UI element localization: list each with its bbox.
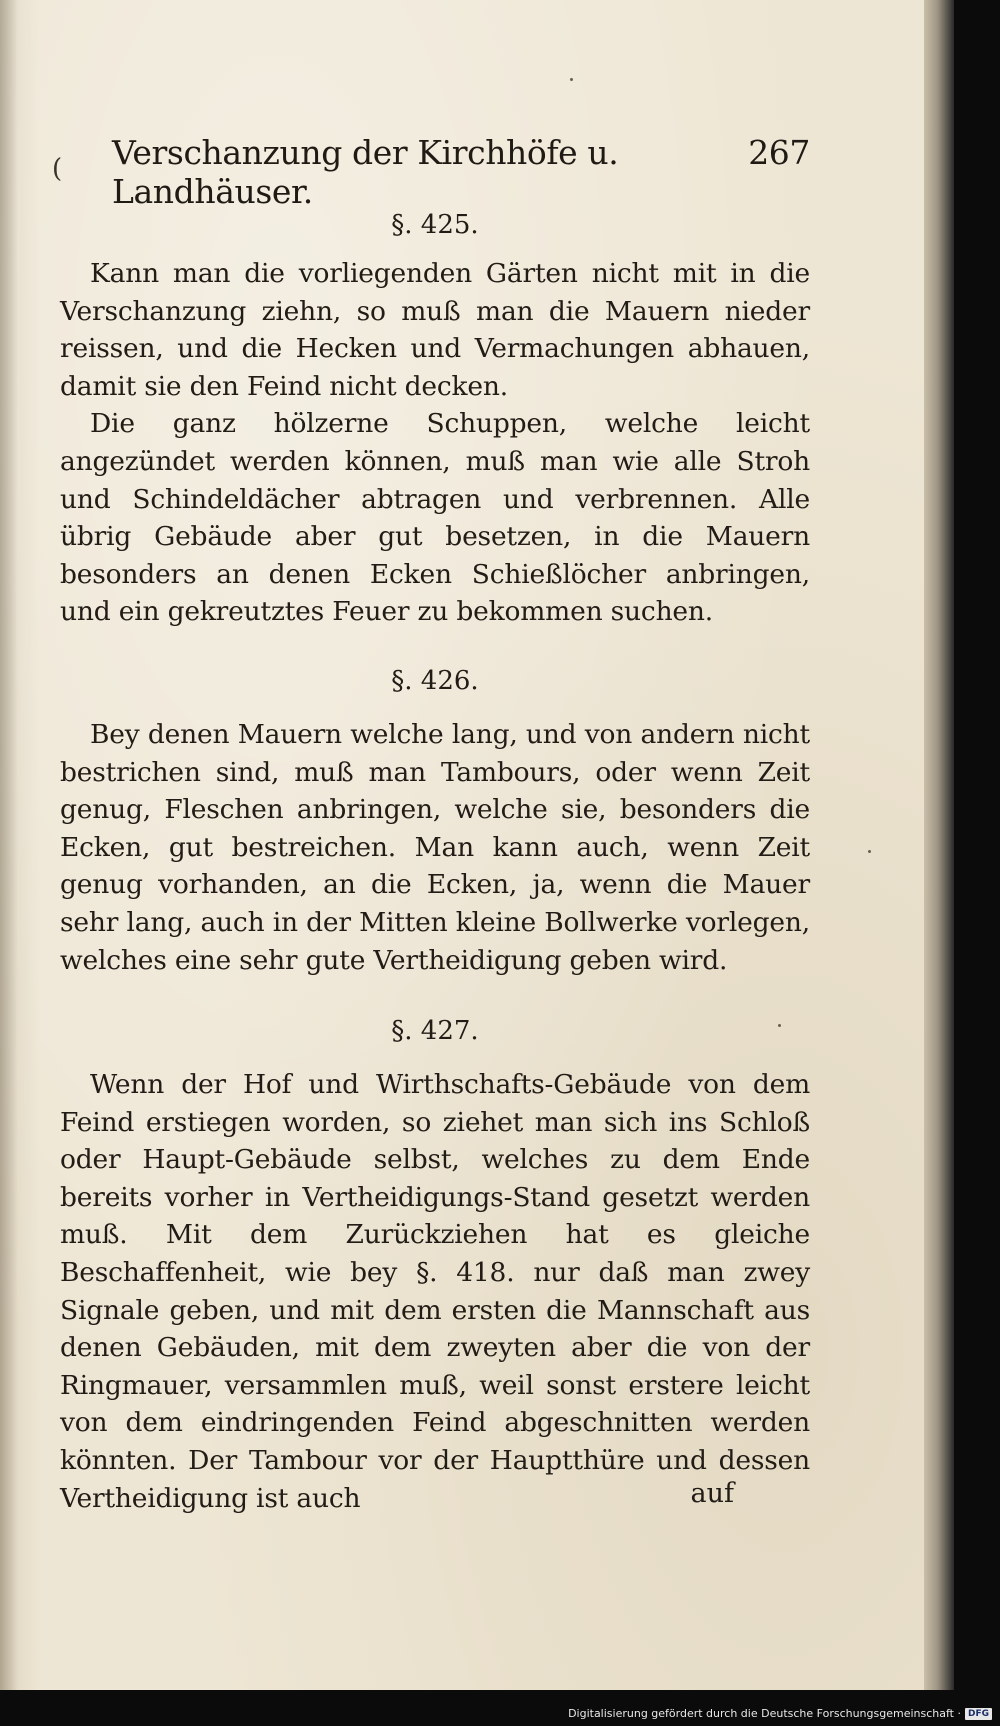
section-body [60, 1066, 810, 1517]
stray-mark: ( [52, 154, 63, 184]
paper-speck [868, 850, 871, 853]
paragraph: Wenn der Hof und Wirthschafts-Gebäude von dem Feind erstiegen worden, so ziehet man sich ins Schloß oder Haupt-Gebäude selbst, welches zu dem Ende bereits vorher in Vertheidigungs-Stand gesetzt werden muß. Mit dem Zurückziehen hat es gleiche Beschaffenheit, wie bey §. 418. nur daß man zwey Signale geben, und mit dem ersten die Mannschaft aus denen Gebäuden, mit dem zweyten aber die von der Ringmauer, versammlen muß, weil sonst erstere leicht von dem eindringenden Feind abgeschnitten werden könnten. Der Tambour vor der Hauptthüre und dessen Vertheidigung ist auch [60, 1069, 810, 1514]
credit-text: Digitalisierung gefördert durch die Deutsche Forschungsgemeinschaft · [568, 1707, 961, 1720]
paragraph: Bey denen Mauern welche lang, und von andern nicht bestrichen sind, muß man Tambours, oder wenn Zeit genug, Fleschen anbringen, welche sie, besonders die Ecken, gut bestreichen. Man kann auch, wenn Zeit genug vorhanden, an die Ecken, ja, wenn die Mauer sehr lang, auch in der Mitten kleine Bollwerke vorlegen, welches eine sehr gute Vertheidigung geben wird. [60, 719, 810, 976]
running-title: Verschanzung der Kirchhöfe u. Landhäuser. [112, 133, 619, 211]
gutter-shadow [0, 0, 18, 1690]
catchword: auf [690, 1478, 734, 1509]
section-body [60, 716, 810, 979]
paper-speck [570, 78, 573, 81]
dfg-logo: DFG [965, 1708, 992, 1720]
section-heading: §. 427. [391, 1016, 479, 1046]
paragraph: Die ganz hölzerne Schuppen, welche leicht angezündet werden können, muß man wie alle Stroh und Schindeldächer abtragen und verbrennen. Alle übrig Gebäude aber gut besetzen, in die Mauern besonders an denen Ecken Schießlöcher anbringen, und ein gekreutztes Feuer zu bekommen suchen. [60, 408, 810, 628]
section-heading: §. 426. [391, 666, 479, 696]
digitization-credit [568, 1707, 992, 1720]
section-body [60, 255, 810, 631]
page-edge [924, 0, 954, 1690]
paragraph: Kann man die vorliegenden Gärten nicht mit in die Verschanzung ziehn, so muß man die Mauern nieder reissen, und die Hecken und Vermachungen abhauen, damit sie den Feind nicht decken. [60, 258, 810, 402]
page-number: 267 [748, 133, 810, 172]
section-heading: §. 425. [391, 210, 479, 240]
running-head [112, 133, 810, 211]
